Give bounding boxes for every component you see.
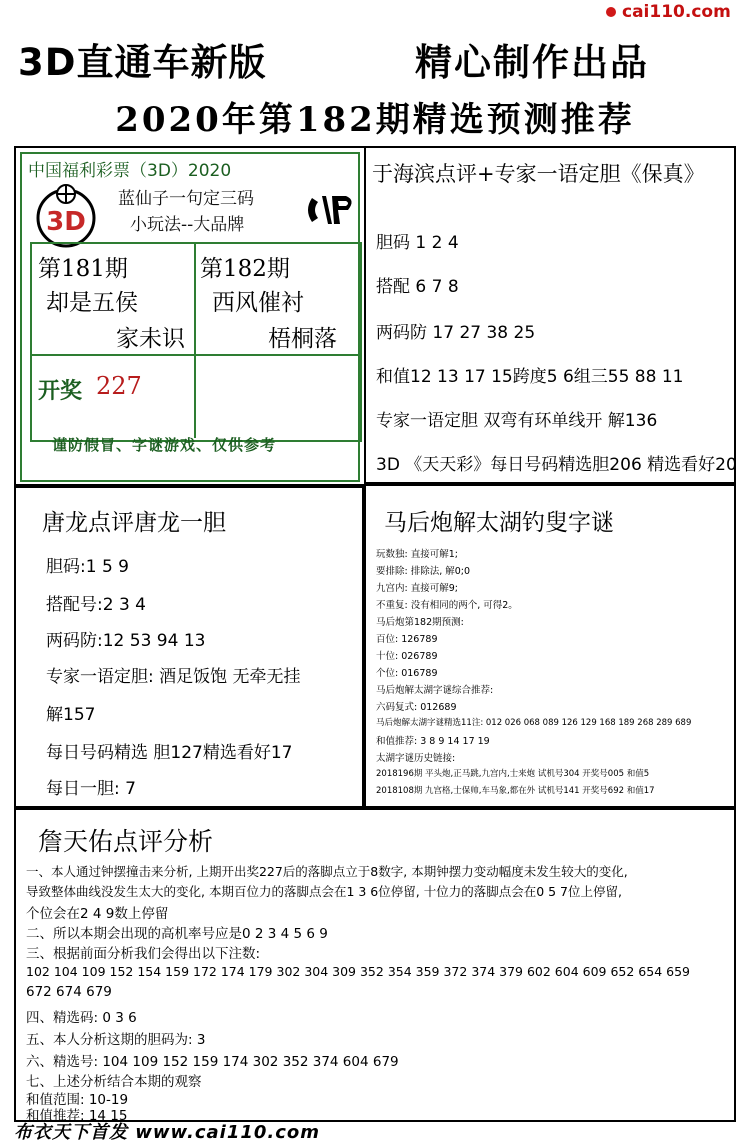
zhan-panel-title: 詹天佑点评分析	[38, 827, 214, 856]
zhan-line: 五、本人分析这期的胆码为: 3	[26, 1032, 206, 1048]
zhan-tianyou-panel	[14, 808, 736, 1122]
ma-line: 马后炮解太湖字谜综合推荐:	[376, 685, 494, 696]
ma-line: 和值推荐: 3 8 9 14 17 19	[376, 736, 490, 747]
prev-riddle-line-2: 家未识	[116, 326, 185, 352]
yu-line: 3D 《天天彩》每日号码精选胆206 精选看好20	[376, 455, 737, 475]
site-badge-text: cai110.com	[622, 2, 731, 22]
next-riddle-line-1: 西风催衬	[212, 290, 304, 316]
yu-line: 搭配 6 7 8	[376, 277, 459, 297]
lottery-card	[14, 146, 366, 488]
zhan-line: 七、上述分析结合本期的观察	[26, 1074, 202, 1090]
page-title: 2020年第182期精选预测推荐	[115, 100, 635, 140]
grid-divider-horizontal	[32, 354, 358, 356]
zhan-line: 三、根据前面分析我们会得出以下注数:	[26, 946, 261, 962]
site-badge[interactable]	[606, 0, 750, 24]
zhan-line: 四、精选码: 0 3 6	[26, 1010, 137, 1026]
ma-line: 十位: 026789	[376, 651, 438, 662]
ma-line: 百位: 126789	[376, 634, 438, 645]
yu-haibin-panel	[364, 146, 736, 484]
ma-line: 太湖字谜历史链接:	[376, 753, 456, 764]
tang-line: 胆码:1 5 9	[46, 557, 129, 577]
ma-line: 马后炮解太湖字谜精选11注: 012 026 068 089 126 129 168 189 268 289 689	[376, 718, 692, 728]
zhan-line: 个位会在2 4 9数上停留	[26, 906, 169, 922]
ma-line: 2018108期 九宫格,士保帅,车马象,都在外 试机号141 开奖号692 和值17	[376, 786, 655, 796]
tanglong-panel-title: 唐龙点评唐龙一胆	[42, 510, 226, 536]
riddle-grid	[30, 242, 362, 442]
zhan-line: 和值范围: 10-19	[26, 1092, 129, 1108]
tang-line: 每日一胆: 7	[46, 779, 136, 799]
lottery-brand: 中国福利彩票（3D）2020	[28, 161, 232, 181]
yu-line: 专家一语定胆 双弯有环单线开 解136	[376, 411, 658, 431]
yu-line: 两码防 17 27 38 25	[376, 323, 536, 343]
yu-line: 和值12 13 17 15跨度5 6组三55 88 11	[376, 367, 684, 387]
badge-dot-icon	[606, 7, 616, 17]
slogan-line-1: 蓝仙子一句定三码	[118, 189, 254, 209]
tanglong-panel	[14, 484, 364, 808]
ma-line: 玩数独: 直接可解1;	[376, 549, 458, 560]
ma-line: 不重复: 没有相同的两个, 可得2。	[376, 600, 518, 611]
header-right: 精心制作出品	[415, 41, 649, 84]
tang-line: 解157	[46, 705, 96, 725]
ma-line: 要排除: 排除法, 解0;0	[376, 566, 471, 577]
footer-text[interactable]: 布衣天下首发 www.cai110.com	[14, 1122, 321, 1143]
tang-line: 两码防:12 53 94 13	[46, 631, 206, 651]
tang-line: 搭配号:2 3 4	[46, 595, 146, 615]
draw-label: 开奖	[38, 379, 83, 404]
ma-line: 个位: 016789	[376, 668, 438, 679]
3d-logo-text: 3D	[46, 207, 86, 237]
draw-value: 227	[96, 372, 142, 400]
zhan-line: 导致整体曲线没发生太大的变化, 本期百位力的落脚点会在1 3 6位停留, 十位力的落脚点会在0 5 7位上停留,	[26, 884, 622, 899]
slogan-line-2: 小玩法--大品牌	[130, 215, 245, 235]
cp-logo-icon	[302, 190, 358, 230]
warning-text: 谨防假冒、字谜游戏、仅供参考	[52, 436, 277, 454]
next-riddle-line-2: 梧桐落	[268, 326, 337, 352]
mahoupao-panel-title: 马后炮解太湖钓叟字谜	[384, 510, 614, 536]
tang-line: 专家一语定胆: 酒足饭饱 无牵无挂	[46, 667, 301, 687]
mahoupao-panel	[364, 484, 736, 808]
zhan-line: 和值推荐: 14 15	[26, 1108, 128, 1124]
next-issue-label: 第182期	[200, 256, 290, 282]
ma-line: 六码复式: 012689	[376, 702, 457, 713]
tang-line: 每日号码精选 胆127精选看好17	[46, 743, 293, 763]
lottery-card-inner	[20, 152, 360, 482]
zhan-line: 六、精选号: 104 109 152 159 174 302 352 374 604 679	[26, 1054, 399, 1070]
prev-issue-label: 第181期	[38, 256, 128, 282]
yu-panel-title: 于海滨点评+专家一语定胆《保真》	[372, 162, 705, 186]
ma-line: 2018196期 平头炮,正马跳,九宫内,士来炮 试机号304 开奖号005 和值5	[376, 769, 650, 779]
zhan-line: 672 674 679	[26, 984, 112, 1000]
ma-line: 马后炮第182期预测:	[376, 617, 464, 628]
zhan-line: 一、本人通过钟摆撞击来分析, 上期开出奖227后的落脚点立于8数字, 本期钟摆力变动幅度未发生较大的变化,	[26, 864, 628, 879]
prev-riddle-line-1: 却是五侯	[46, 290, 138, 316]
zhan-line: 102 104 109 152 154 159 172 174 179 302 304 309 352 354 359 372 374 379 602 604 609 652 654 659	[26, 964, 690, 979]
ma-line: 九宫内: 直接可解9;	[376, 583, 458, 594]
header-left: 3D直通车新版	[18, 41, 267, 84]
zhan-line: 二、所以本期会出现的高机率号应是0 2 3 4 5 6 9	[26, 926, 328, 942]
yu-line: 胆码 1 2 4	[376, 233, 459, 253]
grid-divider-vertical	[194, 244, 196, 438]
